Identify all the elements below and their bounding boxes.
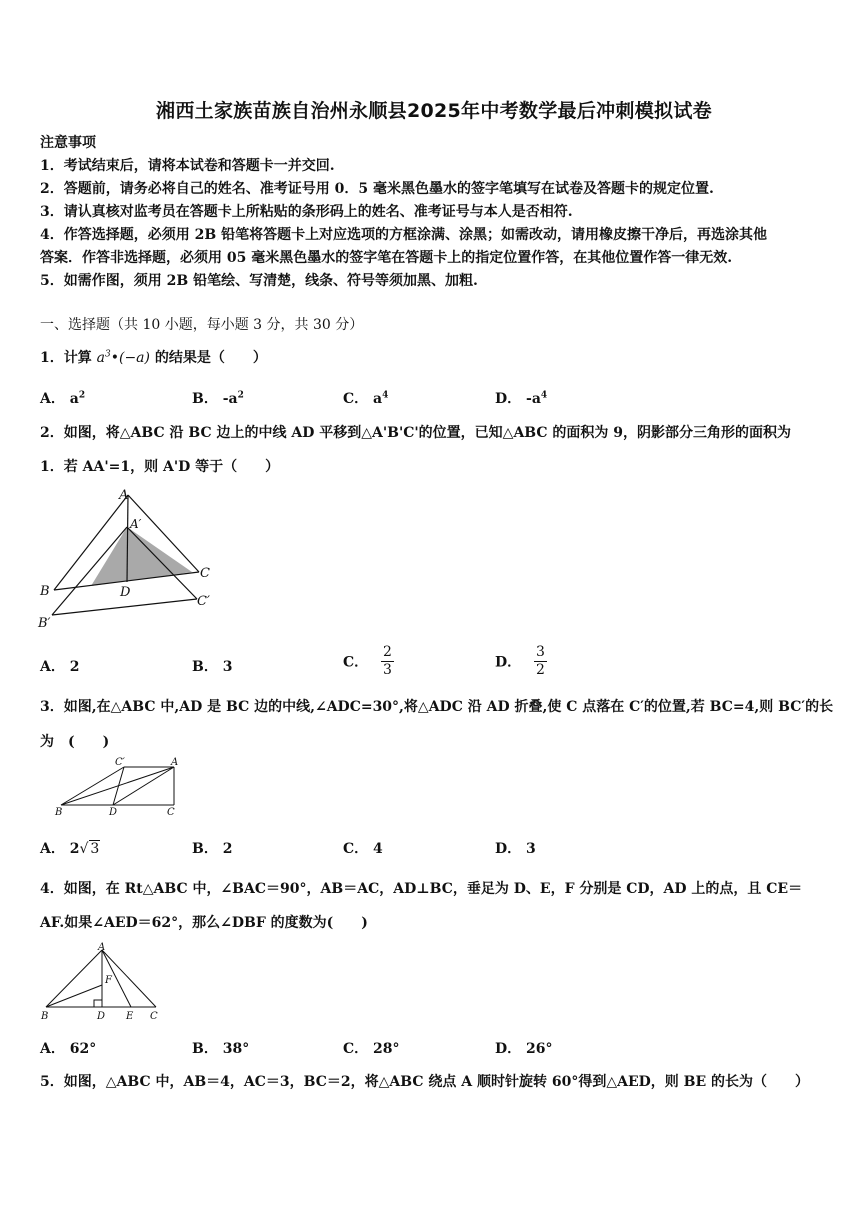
- q2-figure: [34, 484, 224, 634]
- q2-option-b: B． 3: [192, 659, 233, 675]
- q1-option-a: A． $a^2$: [40, 390, 86, 407]
- label-d: D: [109, 807, 118, 818]
- question-2-line2: 1．若 AA'=1，则 A'D 等于（ ）: [40, 459, 280, 475]
- question-5-line1: 5．如图，△ABC 中，AB＝4，AC＝3，BC＝2，将△ABC 绕点 A 顺时针旋转 60°得到△AED，则 BE 的长为（ ）: [40, 1074, 810, 1090]
- right-angle-mark: [94, 1000, 102, 1007]
- label-e: E: [126, 1011, 134, 1022]
- q3-option-d: D． 3: [495, 841, 536, 857]
- note-item: 3．请认真核对监考员在答题卡上所粘贴的条形码上的姓名、准考证号与本人是否相符.: [40, 204, 573, 220]
- label-b: B: [40, 584, 50, 599]
- q4-figure: [36, 940, 166, 1025]
- question-2-line1: 2．如图，将△ABC 沿 BC 边上的中线 AD 平移到△A'B'C'的位置，已知△ABC 的面积为 9，阴影部分三角形的面积为: [40, 425, 792, 441]
- note-item: 1．考试结束后，请将本试卷和答题卡一并交回.: [40, 158, 335, 174]
- q2-option-d: D． $\frac{3}{2}$: [495, 644, 545, 678]
- q1-expr: $a^3•(-a)$: [96, 349, 150, 366]
- q1-option-d: D． $-a^4$: [495, 390, 548, 407]
- label-b1: B′: [38, 616, 51, 631]
- note-item: 答案．作答非选择题，必须用 05 毫米黑色墨水的签字笔在答题卡上的指定位置作答，在其他位置作答一律无效.: [40, 250, 733, 266]
- label-c1: C′: [115, 757, 125, 768]
- label-c: C: [150, 1011, 158, 1022]
- label-c1: C′: [197, 594, 210, 609]
- q4-option-d: D． 26°: [495, 1041, 553, 1057]
- segment-ba: [61, 767, 174, 805]
- shaded-triangle: [91, 527, 192, 586]
- question-3-line2: 为 ( ): [40, 734, 110, 750]
- q1-option-c: C． $a^4$: [343, 390, 389, 407]
- q1-suffix: 的结果是（ ）: [154, 350, 267, 366]
- q2-option-c: C． $\frac{2}{3}$: [343, 644, 392, 678]
- q3-option-a: A． 2√ 3: [40, 841, 100, 857]
- note-item: 4．作答选择题，必须用 2B 铅笔将答题卡上对应选项的方框涂满、涂黑；如需改动，请用橡皮擦干净后，再选涂其他: [40, 227, 768, 243]
- q3-option-b: B． 2: [192, 841, 233, 857]
- label-f: F: [105, 975, 112, 986]
- label-c: C: [167, 807, 175, 818]
- label-a1: A′: [130, 517, 142, 531]
- notes-heading: 注意事项: [40, 135, 96, 151]
- page-title: 湘西土家族苗族自治州永顺县2025年中考数学最后冲刺模拟试卷: [156, 100, 712, 122]
- edge-b1c1: [52, 599, 197, 615]
- label-b: B: [55, 807, 63, 818]
- q3-option-c: C． 4: [343, 841, 383, 857]
- label-c: C: [200, 566, 210, 581]
- label-a: A: [98, 942, 106, 953]
- question-4-line1: 4．如图，在 Rt△ABC 中，∠BAC＝90°，AB＝AC，AD⊥BC，垂足为 D、E，F 分别是 CD，AD 上的点，且 CE＝: [40, 881, 803, 897]
- question-1: [40, 347, 267, 367]
- q2-option-a: A． 2: [40, 659, 80, 675]
- note-item: 5．如需作图，须用 2B 铅笔绘、写清楚，线条、符号等须加黑、加粗.: [40, 273, 478, 289]
- q3-figure: [50, 755, 190, 820]
- note-item: 2．答题前，请务必将自己的姓名、准考证号用 0．5 毫米黑色墨水的签字笔填写在试卷及答题卡的规定位置.: [40, 181, 714, 197]
- question-4-line2: AF.如果∠AED＝62°，那么∠DBF 的度数为( ): [40, 915, 368, 931]
- q4-option-b: B． 38°: [192, 1041, 250, 1057]
- section-heading: 一、选择题（共 10 小题，每小题 3 分，共 30 分）: [40, 317, 364, 333]
- label-d: D: [97, 1011, 106, 1022]
- q4-option-c: C． 28°: [343, 1041, 400, 1057]
- label-b: B: [41, 1011, 49, 1022]
- segment-ab: [46, 950, 102, 1007]
- label-d: D: [120, 585, 131, 600]
- label-a: A: [171, 757, 179, 768]
- label-a: A: [119, 488, 129, 503]
- q4-option-a: A． 62°: [40, 1041, 97, 1057]
- q1-prefix: 1．计算: [40, 350, 92, 366]
- q1-option-b: B． $-a^2$: [192, 390, 244, 407]
- question-3-line1: 3．如图,在△ABC 中,AD 是 BC 边的中线,∠ADC=30°,将△ADC 沿 AD 折叠,使 C 点落在 C′的位置,若 BC=4,则 BC′的长: [40, 699, 834, 715]
